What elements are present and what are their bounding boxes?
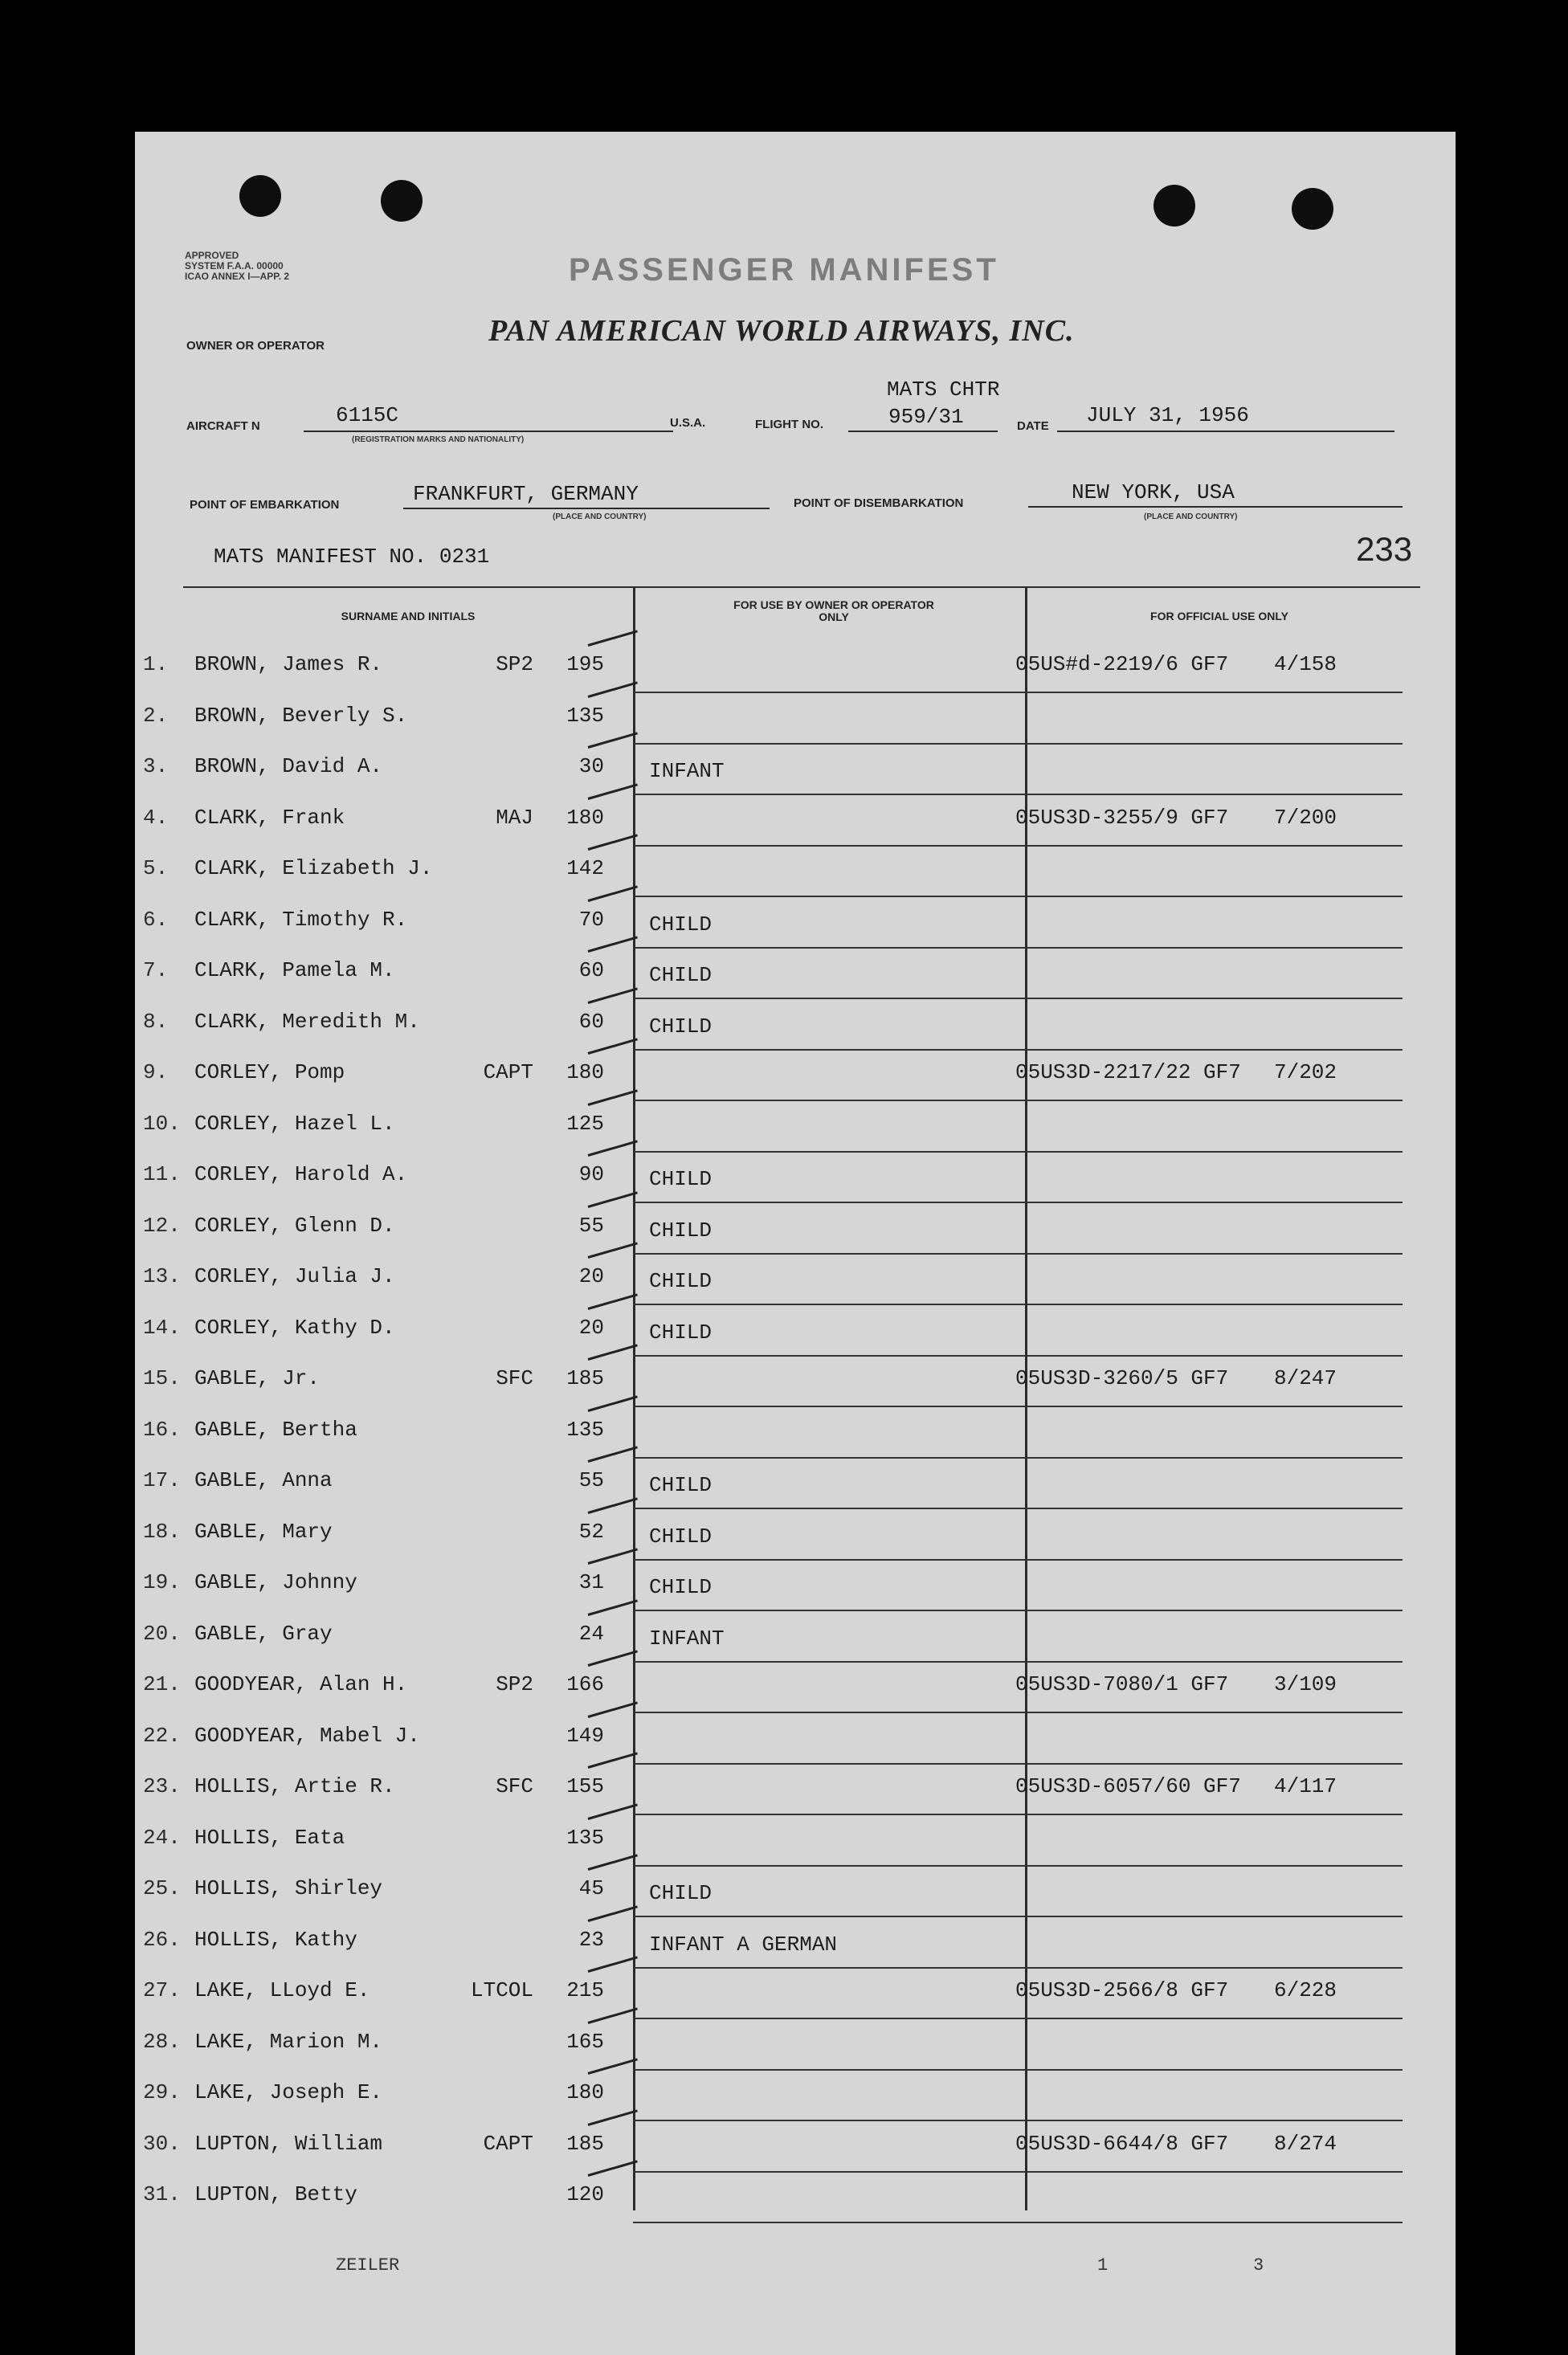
passenger-name: LAKE, LLoyd E. xyxy=(194,1978,370,2002)
manifest-sheet xyxy=(135,132,1456,2355)
passenger-name: CORLEY, Glenn D. xyxy=(194,1213,395,1238)
embarkation-value: FRANKFURT, GERMANY xyxy=(413,482,639,506)
operator-note: CHILD xyxy=(649,1014,713,1039)
passenger-row xyxy=(135,949,1456,999)
passenger-weight: 45 xyxy=(578,1876,604,1900)
passenger-name: GOODYEAR, Alan H. xyxy=(194,1672,408,1696)
official-entry: 05US3D-6644/8 GF7 xyxy=(1015,2131,1229,2156)
passenger-name: CLARK, Elizabeth J. xyxy=(194,856,433,880)
passenger-weight: 120 xyxy=(566,2182,604,2206)
passenger-row xyxy=(135,2122,1456,2173)
passenger-weight: 55 xyxy=(578,1468,604,1492)
operator-note: INFANT xyxy=(649,1626,725,1651)
passenger-name: GABLE, Mary xyxy=(194,1519,333,1544)
passenger-row xyxy=(135,1051,1456,1101)
flight-number: 959/31 xyxy=(888,405,964,429)
passenger-row xyxy=(135,1102,1456,1153)
passenger-weight: 30 xyxy=(578,754,604,778)
passenger-row xyxy=(135,1663,1456,1713)
row-number: 25. xyxy=(143,1876,181,1900)
passenger-row xyxy=(135,1255,1456,1305)
passenger-row xyxy=(135,1714,1456,1765)
passenger-row xyxy=(135,1459,1456,1509)
passenger-row xyxy=(135,1306,1456,1357)
passenger-weight: 165 xyxy=(566,2029,604,2054)
passenger-rank: SP2 xyxy=(496,652,533,676)
row-number: 5. xyxy=(143,856,169,880)
passenger-weight: 90 xyxy=(578,1162,604,1186)
passenger-weight: 185 xyxy=(566,1366,604,1390)
field-underline xyxy=(1028,506,1403,508)
passenger-name: CLARK, Pamela M. xyxy=(194,958,395,982)
row-number: 9. xyxy=(143,1060,169,1084)
passenger-weight: 24 xyxy=(578,1621,604,1646)
passenger-name: HOLLIS, Artie R. xyxy=(194,1774,395,1798)
disembarkation-value: NEW YORK, USA xyxy=(1072,480,1235,504)
official-use-column-header: FOR OFFICIAL USE ONLY xyxy=(1150,610,1288,622)
passenger-weight: 31 xyxy=(578,1570,604,1594)
passenger-weight: 166 xyxy=(566,1672,604,1696)
passenger-name: LAKE, Marion M. xyxy=(194,2029,383,2054)
passenger-weight: 125 xyxy=(566,1111,604,1136)
passenger-name: CLARK, Timothy R. xyxy=(194,907,408,932)
passenger-name: HOLLIS, Eata xyxy=(194,1825,345,1850)
form-approval-stamp: APPROVED SYSTEM F.A.A. 00000 ICAO ANNEX I—APP. 2 xyxy=(185,250,290,282)
row-number: 29. xyxy=(143,2080,181,2104)
passenger-weight: 23 xyxy=(578,1927,604,1952)
official-code: 8/247 xyxy=(1273,1366,1337,1390)
official-code: 4/117 xyxy=(1273,1774,1337,1798)
official-code: 6/228 xyxy=(1273,1978,1337,2002)
row-number: 28. xyxy=(143,2029,181,2054)
row-number: 7. xyxy=(143,958,169,982)
passenger-name: CORLEY, Kathy D. xyxy=(194,1315,395,1340)
manifest-number: MATS MANIFEST NO. 0231 xyxy=(214,545,490,569)
row-number: 11. xyxy=(143,1162,181,1186)
row-number: 4. xyxy=(143,805,169,830)
passenger-row xyxy=(135,796,1456,847)
passenger-weight: 60 xyxy=(578,1009,604,1034)
passenger-name: LUPTON, Betty xyxy=(194,2182,357,2206)
row-number: 31. xyxy=(143,2182,181,2206)
official-entry: 05US3D-2217/22 GF7 xyxy=(1015,1060,1241,1084)
official-code: 7/202 xyxy=(1273,1060,1337,1084)
row-number: 6. xyxy=(143,907,169,932)
field-underline xyxy=(1057,431,1394,432)
passenger-weight: 135 xyxy=(566,703,604,728)
passenger-rank: SFC xyxy=(496,1366,533,1390)
passenger-row xyxy=(135,1969,1456,2019)
official-entry: 05US3D-2566/8 GF7 xyxy=(1015,1978,1229,2002)
usa-label: U.S.A. xyxy=(670,416,706,430)
table-top-rule xyxy=(183,586,1420,588)
passenger-weight: 180 xyxy=(566,1060,604,1084)
passenger-weight: 135 xyxy=(566,1825,604,1850)
passenger-row xyxy=(135,898,1456,949)
row-number: 26. xyxy=(143,1927,181,1952)
passenger-name: CLARK, Frank xyxy=(194,805,345,830)
operator-note: INFANT A GERMAN xyxy=(649,1932,838,1957)
passenger-weight: 155 xyxy=(566,1774,604,1798)
passenger-rank: SP2 xyxy=(496,1672,533,1696)
flight-prefix: MATS CHTR xyxy=(887,378,1000,402)
punch-hole xyxy=(381,180,423,222)
passenger-row xyxy=(135,643,1456,693)
passenger-name: HOLLIS, Kathy xyxy=(194,1927,357,1952)
row-number: 24. xyxy=(143,1825,181,1850)
passenger-rank: LTCOL xyxy=(470,1978,533,2002)
punch-hole xyxy=(239,175,281,217)
row-number: 23. xyxy=(143,1774,181,1798)
row-number: 3. xyxy=(143,754,169,778)
passenger-name: GOODYEAR, Mabel J. xyxy=(194,1723,420,1748)
passenger-weight: 70 xyxy=(578,907,604,932)
passenger-row xyxy=(135,2020,1456,2071)
embarkation-caption: (PLACE AND COUNTRY) xyxy=(553,512,647,521)
passenger-row xyxy=(135,1816,1456,1867)
passenger-row xyxy=(135,1510,1456,1561)
row-number: 18. xyxy=(143,1519,181,1544)
airline-name: PAN AMERICAN WORLD AIRWAYS, INC. xyxy=(488,314,1075,348)
operator-note: CHILD xyxy=(649,1473,713,1497)
passenger-row xyxy=(135,1204,1456,1255)
passenger-name: GABLE, Johnny xyxy=(194,1570,357,1594)
passenger-weight: 52 xyxy=(578,1519,604,1544)
row-number: 16. xyxy=(143,1417,181,1442)
passenger-name: HOLLIS, Shirley xyxy=(194,1876,383,1900)
operator-note: CHILD xyxy=(649,1167,713,1191)
operator-note: CHILD xyxy=(649,963,713,987)
manifest-title: PASSENGER MANIFEST xyxy=(569,252,999,288)
official-entry: 05US3D-3255/9 GF7 xyxy=(1015,805,1229,830)
passenger-rank: CAPT xyxy=(483,2131,533,2156)
passenger-name: CORLEY, Harold A. xyxy=(194,1162,408,1186)
passenger-name: CORLEY, Julia J. xyxy=(194,1264,395,1288)
passenger-weight: 142 xyxy=(566,856,604,880)
passenger-row xyxy=(135,847,1456,897)
passenger-name: GABLE, Jr. xyxy=(194,1366,321,1390)
official-entry: 05US3D-6057/60 GF7 xyxy=(1015,1774,1241,1798)
row-number: 19. xyxy=(143,1570,181,1594)
official-entry: 05US#d-2219/6 GF7 xyxy=(1015,652,1229,676)
field-underline xyxy=(848,431,998,432)
footer-text: ZEILER xyxy=(336,2255,400,2275)
punch-hole xyxy=(1292,188,1333,230)
official-code: 8/274 xyxy=(1273,2131,1337,2156)
aircraft-label: AIRCRAFT N xyxy=(186,419,260,433)
official-code: 3/109 xyxy=(1273,1672,1337,1696)
official-entry: 05US3D-7080/1 GF7 xyxy=(1015,1672,1229,1696)
operator-note: CHILD xyxy=(649,1575,713,1599)
row-number: 8. xyxy=(143,1009,169,1034)
row-number: 2. xyxy=(143,703,169,728)
row-number: 21. xyxy=(143,1672,181,1696)
passenger-name: BROWN, James R. xyxy=(194,652,383,676)
passenger-weight: 180 xyxy=(566,805,604,830)
passenger-row xyxy=(135,1561,1456,1611)
passenger-weight: 149 xyxy=(566,1723,604,1748)
footer-mark: 1 xyxy=(1097,2255,1109,2275)
flight-date: JULY 31, 1956 xyxy=(1086,403,1249,427)
passenger-name: CLARK, Meredith M. xyxy=(194,1009,420,1034)
row-number: 14. xyxy=(143,1315,181,1340)
row-number: 10. xyxy=(143,1111,181,1136)
official-code: 7/200 xyxy=(1273,805,1337,830)
passenger-row xyxy=(135,2173,1456,2223)
check-mark xyxy=(588,630,638,647)
passenger-name: GABLE, Anna xyxy=(194,1468,333,1492)
passenger-name: BROWN, Beverly S. xyxy=(194,703,408,728)
disembarkation-label: POINT OF DISEMBARKATION xyxy=(794,496,964,510)
passenger-name: CORLEY, Pomp xyxy=(194,1060,345,1084)
surname-column-header: SURNAME AND INITIALS xyxy=(341,610,476,622)
registration-caption: (REGISTRATION MARKS AND NATIONALITY) xyxy=(352,435,525,444)
row-number: 1. xyxy=(143,652,169,676)
passenger-name: GABLE, Gray xyxy=(194,1621,333,1646)
passenger-row xyxy=(135,2071,1456,2121)
field-underline xyxy=(403,508,770,509)
passenger-weight: 20 xyxy=(578,1264,604,1288)
row-number: 13. xyxy=(143,1264,181,1288)
operator-note: CHILD xyxy=(649,1218,713,1243)
passenger-name: GABLE, Bertha xyxy=(194,1417,357,1442)
row-number: 12. xyxy=(143,1213,181,1238)
official-code: 4/158 xyxy=(1273,652,1337,676)
passenger-row xyxy=(135,694,1456,745)
official-entry: 05US3D-3260/5 GF7 xyxy=(1015,1366,1229,1390)
embarkation-label: POINT OF EMBARKATION xyxy=(190,498,340,512)
operator-note: CHILD xyxy=(649,1524,713,1549)
passenger-weight: 60 xyxy=(578,958,604,982)
row-number: 27. xyxy=(143,1978,181,2002)
passenger-weight: 20 xyxy=(578,1315,604,1340)
passenger-name: LAKE, Joseph E. xyxy=(194,2080,383,2104)
flight-label: FLIGHT NO. xyxy=(755,418,823,431)
page-number: 233 xyxy=(1356,530,1413,568)
passenger-rank: MAJ xyxy=(496,805,533,830)
footer-mark: 3 xyxy=(1253,2255,1264,2275)
aircraft-registration: 6115C xyxy=(336,403,399,427)
passenger-row xyxy=(135,1153,1456,1203)
passenger-row xyxy=(135,1408,1456,1459)
operator-note: INFANT xyxy=(649,759,725,783)
passenger-weight: 55 xyxy=(578,1213,604,1238)
passenger-weight: 195 xyxy=(566,652,604,676)
operator-note: CHILD xyxy=(649,912,713,937)
row-number: 17. xyxy=(143,1468,181,1492)
owner-label: OWNER OR OPERATOR xyxy=(186,339,325,353)
disembarkation-caption: (PLACE AND COUNTRY) xyxy=(1144,512,1238,521)
passenger-weight: 135 xyxy=(566,1417,604,1442)
operator-note: CHILD xyxy=(649,1320,713,1345)
operator-note: CHILD xyxy=(649,1269,713,1293)
passenger-row xyxy=(135,745,1456,795)
row-number: 30. xyxy=(143,2131,181,2156)
punch-hole xyxy=(1154,185,1195,227)
operator-note: CHILD xyxy=(649,1881,713,1905)
row-number: 22. xyxy=(143,1723,181,1748)
passenger-row xyxy=(135,1000,1456,1051)
passenger-weight: 185 xyxy=(566,2131,604,2156)
owner-use-column-header: FOR USE BY OWNER OR OPERATOR ONLY xyxy=(733,598,934,623)
passenger-rank: SFC xyxy=(496,1774,533,1798)
passenger-row xyxy=(135,1612,1456,1663)
passenger-row xyxy=(135,1867,1456,1917)
date-label: DATE xyxy=(1017,419,1049,433)
row-rule xyxy=(633,2222,1403,2223)
passenger-row xyxy=(135,1765,1456,1815)
passenger-row xyxy=(135,1357,1456,1407)
passenger-name: BROWN, David A. xyxy=(194,754,383,778)
field-underline xyxy=(304,431,673,432)
passenger-weight: 215 xyxy=(566,1978,604,2002)
passenger-rank: CAPT xyxy=(483,1060,533,1084)
passenger-name: LUPTON, William xyxy=(194,2131,383,2156)
passenger-name: CORLEY, Hazel L. xyxy=(194,1111,395,1136)
row-number: 20. xyxy=(143,1621,181,1646)
passenger-row xyxy=(135,1918,1456,1969)
row-number: 15. xyxy=(143,1366,181,1390)
passenger-weight: 180 xyxy=(566,2080,604,2104)
